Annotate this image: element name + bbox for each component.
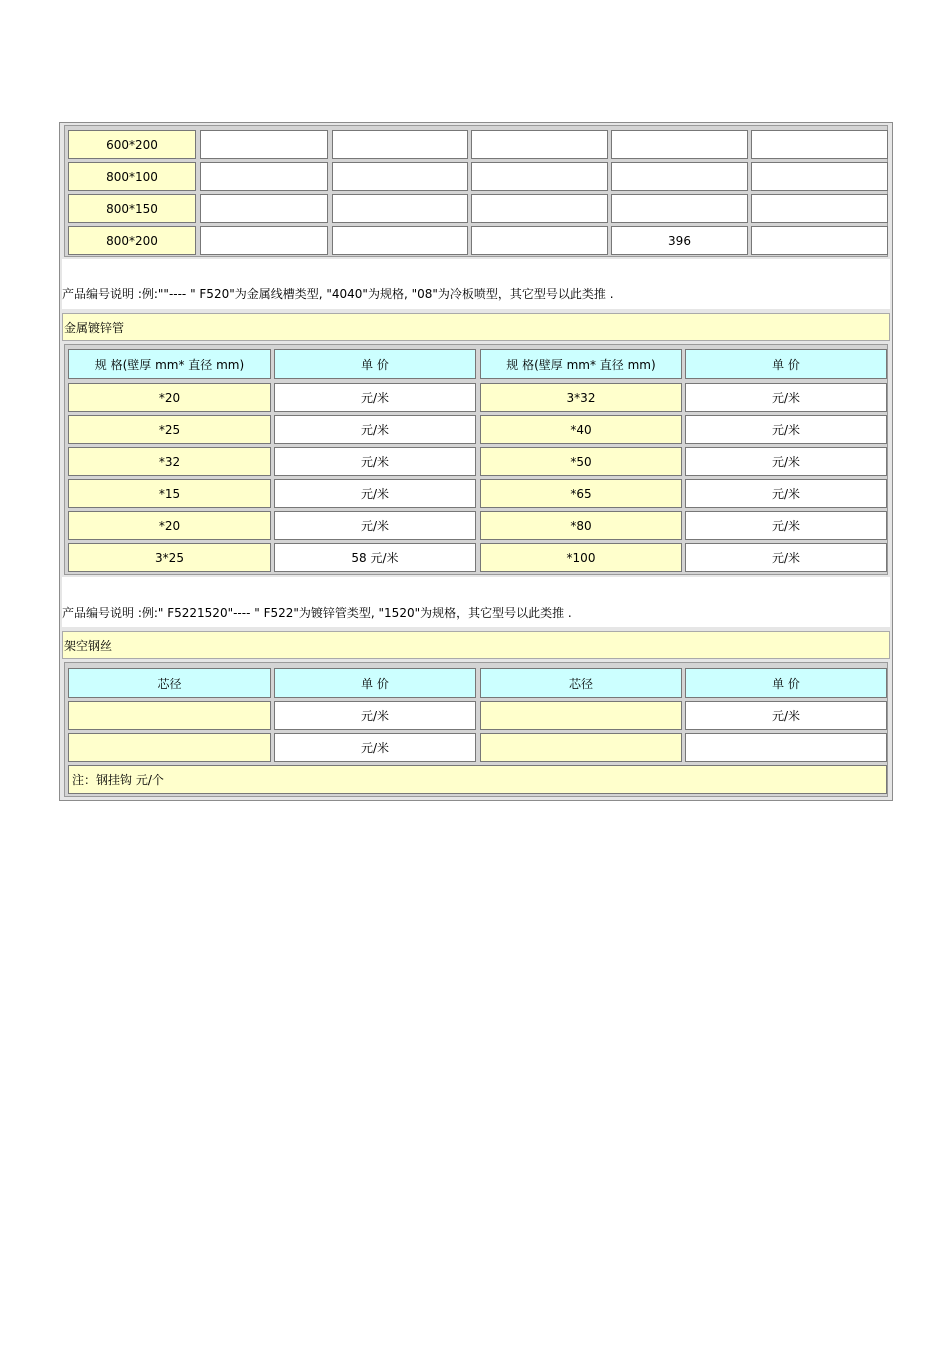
spec-cell <box>480 733 682 762</box>
price-cell <box>332 162 468 191</box>
price-cell <box>751 194 888 223</box>
price-cell <box>332 130 468 159</box>
spec-cell: *50 <box>480 447 682 476</box>
section-title-steel-wire: 架空钢丝 <box>62 631 890 659</box>
section-title-galvanized-pipe: 金属镀锌管 <box>62 313 890 341</box>
column-header: 单 价 <box>274 668 476 698</box>
spec-cell: *32 <box>68 447 271 476</box>
column-header: 单 价 <box>685 668 887 698</box>
spec-cell: *65 <box>480 479 682 508</box>
price-cell <box>200 226 328 255</box>
price-cell <box>200 130 328 159</box>
price-cell <box>751 130 888 159</box>
price-cell: 元/米 <box>685 543 887 572</box>
price-cell <box>685 733 887 762</box>
price-cell: 元/米 <box>685 511 887 540</box>
price-cell: 元/米 <box>274 733 476 762</box>
spec-cell: 800*100 <box>68 162 196 191</box>
steel-wire-table <box>64 662 888 797</box>
column-header: 芯径 <box>480 668 682 698</box>
price-cell: 元/米 <box>274 447 476 476</box>
price-cell: 元/米 <box>274 511 476 540</box>
price-cell <box>751 162 888 191</box>
spec-cell <box>68 733 271 762</box>
column-header: 规 格(壁厚 mm* 直径 mm) <box>68 349 271 379</box>
price-cell <box>200 162 328 191</box>
spec-cell: *20 <box>68 383 271 412</box>
galvanized-pipe-table <box>64 344 888 575</box>
cable-tray-note: 产品编号说明 :例:""---- " F520"为金属线槽类型, "4040"为规格, "08"为冷板喷型，其它型号以此类推 . <box>62 287 614 301</box>
spec-cell: *20 <box>68 511 271 540</box>
price-cell: 元/米 <box>274 701 476 730</box>
spec-cell: *15 <box>68 479 271 508</box>
galvanized-pipe-note: 产品编号说明 :例:" F5221520"---- " F522"为镀锌管类型, "1520"为规格，其它型号以此类推 . <box>62 606 572 620</box>
price-cell <box>471 226 608 255</box>
price-cell <box>471 194 608 223</box>
price-cell: 元/米 <box>274 479 476 508</box>
price-cell: 元/米 <box>685 383 887 412</box>
price-cell <box>751 226 888 255</box>
footer-note: 注：钢挂钩 元/个 <box>68 765 887 794</box>
price-cell: 元/米 <box>685 447 887 476</box>
spec-cell: 800*150 <box>68 194 196 223</box>
spec-cell: *80 <box>480 511 682 540</box>
price-cell: 元/米 <box>274 383 476 412</box>
price-list-frame <box>59 122 893 801</box>
price-cell: 元/米 <box>685 415 887 444</box>
column-header: 芯径 <box>68 668 271 698</box>
spec-cell <box>480 701 682 730</box>
price-cell <box>611 162 748 191</box>
price-cell <box>332 194 468 223</box>
spec-cell: 800*200 <box>68 226 196 255</box>
spec-cell: *40 <box>480 415 682 444</box>
price-cell: 396 <box>611 226 748 255</box>
spec-cell: *25 <box>68 415 271 444</box>
column-header: 规 格(壁厚 mm* 直径 mm) <box>480 349 682 379</box>
price-cell: 元/米 <box>685 479 887 508</box>
price-cell <box>332 226 468 255</box>
price-cell <box>471 162 608 191</box>
price-cell <box>200 194 328 223</box>
cable-tray-table <box>64 125 888 257</box>
price-cell: 元/米 <box>685 701 887 730</box>
price-cell <box>611 130 748 159</box>
price-cell <box>611 194 748 223</box>
spec-cell <box>68 701 271 730</box>
spec-cell: 600*200 <box>68 130 196 159</box>
price-cell: 元/米 <box>274 415 476 444</box>
spec-cell: 3*32 <box>480 383 682 412</box>
spec-cell: 3*25 <box>68 543 271 572</box>
column-header: 单 价 <box>274 349 476 379</box>
price-cell <box>471 130 608 159</box>
column-header: 单 价 <box>685 349 887 379</box>
spec-cell: *100 <box>480 543 682 572</box>
price-cell: 58 元/米 <box>274 543 476 572</box>
